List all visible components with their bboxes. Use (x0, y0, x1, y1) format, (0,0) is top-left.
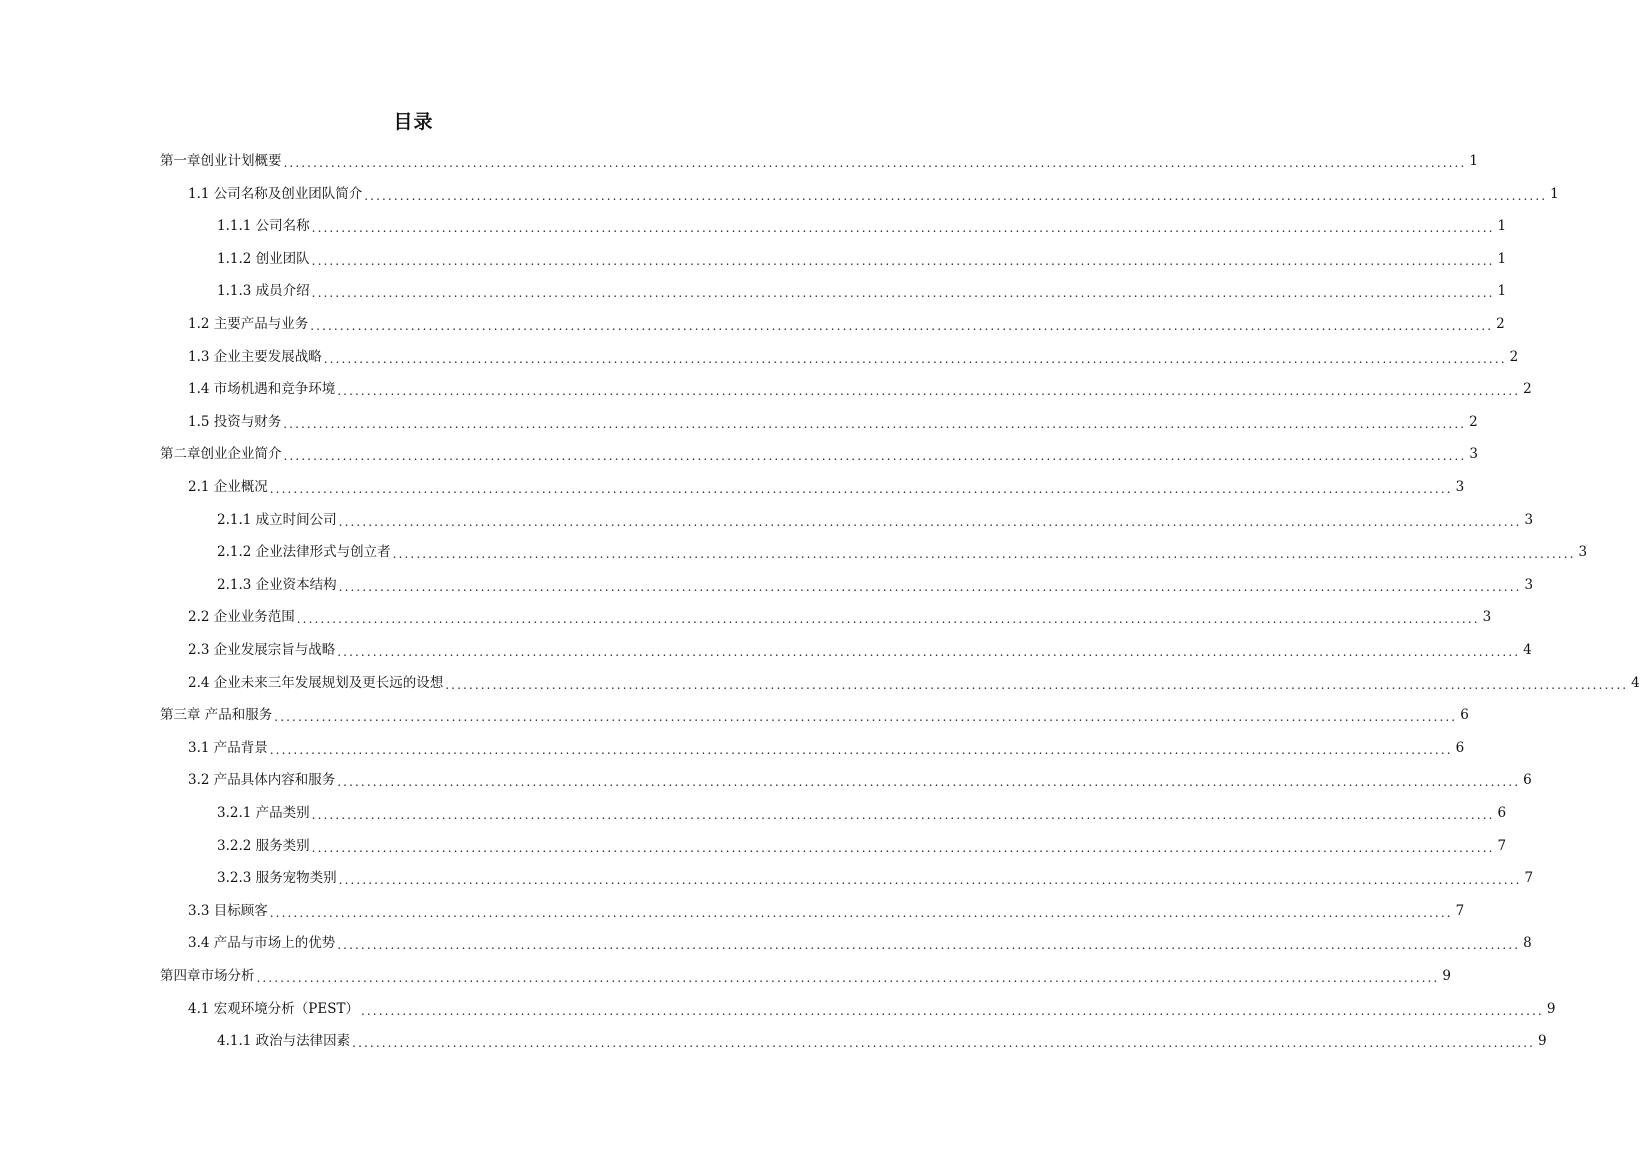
toc-entry-page-number: 4 (1631, 674, 1640, 691)
toc-entry-page-number: 2 (1469, 413, 1478, 430)
toc-entry-level-3[interactable] (217, 275, 1507, 307)
toc-entry-text: 3.2 产品具体内容和服务 (188, 772, 336, 789)
toc-entry-page-number: 8 (1523, 935, 1532, 952)
toc-dot-leader: ........................................................................................................................................................................................................ (311, 808, 1495, 822)
toc-entry-text: 4.1.1 政治与法律因素 (217, 1033, 351, 1050)
toc-entry-page-number: 1 (1497, 218, 1507, 235)
toc-entry-text: 第二章创业企业简介 (160, 446, 282, 463)
toc-entry-page-number: 3 (1524, 576, 1534, 593)
toc-dot-leader: ........................................................................................................................................................................................................ (311, 286, 1495, 301)
toc-dot-leader: ........................................................................................................................................................................................................ (337, 938, 1521, 953)
toc-entry-text: 第三章 产品和服务 (160, 707, 273, 724)
toc-dot-leader: ........................................................................................................................................................................................................ (338, 873, 1522, 888)
toc-entry-page-number: 3 (1524, 511, 1534, 528)
toc-dot-leader: ........................................................................................................................................................................................................ (269, 482, 1453, 496)
toc-entry-level-3[interactable] (217, 210, 1507, 242)
toc-entry-text: 1.5 投资与财务 (188, 413, 282, 430)
toc-entry-level-1[interactable] (160, 699, 1469, 731)
toc-entry-text: 1.1 公司名称及创业团队简介 (188, 185, 363, 202)
toc-entry-level-2[interactable] (188, 927, 1532, 959)
toc-entry-level-3[interactable] (217, 504, 1534, 536)
toc-entry-page-number: 9 (1546, 1000, 1556, 1017)
toc-entry-page-number: 2 (1523, 381, 1532, 398)
toc-dot-leader: ........................................................................................................................................................................................................ (337, 384, 1521, 399)
toc-dot-leader: ........................................................................................................................................................................................................ (352, 1036, 1536, 1051)
toc-entry-text: 2.1.2 企业法律形式与创立者 (217, 544, 391, 561)
toc-entry-level-2[interactable] (188, 634, 1532, 666)
toc-entry-text: 1.3 企业主要发展战略 (188, 348, 322, 365)
toc-entry-text: 2.1.1 成立时间公司 (217, 511, 337, 528)
toc-entry-page-number: 6 (1497, 805, 1507, 821)
toc-entry-level-3[interactable] (217, 243, 1507, 275)
toc-entry-level-3[interactable] (217, 830, 1507, 862)
toc-entry-page-number: 3 (1455, 479, 1465, 495)
toc-dot-leader: ........................................................................................................................................................................................................ (310, 319, 1494, 333)
toc-entry-text: 第四章市场分析 (160, 968, 255, 984)
toc-entry-level-2[interactable] (188, 308, 1505, 340)
toc-entry-text: 3.2.1 产品类别 (217, 805, 310, 821)
toc-entry-text: 第一章创业计划概要 (160, 153, 282, 169)
toc-entry-level-2[interactable] (188, 471, 1465, 503)
toc-entry-page-number: 1 (1497, 283, 1507, 300)
toc-entry-text: 2.1 企业概况 (188, 479, 268, 495)
toc-entry-level-2[interactable] (188, 373, 1532, 405)
toc-dot-leader: ........................................................................................................................................................................................................ (311, 221, 1495, 236)
toc-dot-leader: ........................................................................................................................................................................................................ (311, 840, 1495, 855)
toc-entry-level-2[interactable] (188, 601, 1492, 633)
toc-entry-level-2[interactable] (188, 993, 1556, 1025)
toc-entry-level-3[interactable] (217, 569, 1534, 601)
toc-dot-leader: ........................................................................................................................................................................................................ (364, 188, 1548, 203)
toc-entry-page-number: 9 (1538, 1033, 1547, 1050)
toc-dot-leader: ........................................................................................................................................................................................................ (445, 677, 1629, 692)
toc-dot-leader: ........................................................................................................................................................................................................ (256, 971, 1440, 985)
toc-entry-text: 4.1 宏观环境分析（PEST） (188, 1000, 359, 1017)
toc-dot-leader: ........................................................................................................................................................................................................ (283, 449, 1467, 464)
toc-entry-text: 1.1.1 公司名称 (217, 218, 310, 235)
toc-dot-leader: ........................................................................................................................................................................................................ (323, 351, 1507, 366)
toc-entry-text: 2.2 企业业务范围 (188, 609, 295, 626)
toc-entry-text: 2.4 企业未来三年发展规划及更长远的设想 (188, 674, 444, 691)
toc-entry-text: 3.1 产品背景 (188, 739, 268, 756)
toc-entry-level-3[interactable] (217, 862, 1534, 894)
toc-entry-page-number: 4 (1523, 642, 1532, 658)
toc-entry-text: 1.1.3 成员介绍 (217, 283, 310, 300)
toc-dot-leader: ........................................................................................................................................................................................................ (296, 612, 1480, 627)
toc-entry-page-number: 7 (1455, 902, 1465, 919)
toc-entry-text: 3.4 产品与市场上的优势 (188, 935, 336, 952)
toc-entry-page-number: 3 (1469, 446, 1478, 463)
toc-entry-text: 3.2.2 服务类别 (217, 837, 310, 854)
toc-entry-text: 1.2 主要产品与业务 (188, 316, 309, 332)
toc-entry-text: 3.2.3 服务宠物类别 (217, 870, 337, 887)
toc-entry-page-number: 1 (1550, 185, 1559, 202)
toc-entry-level-2[interactable] (188, 406, 1478, 438)
toc-entry-page-number: 3 (1482, 609, 1492, 626)
toc-entry-level-2[interactable] (188, 667, 1640, 699)
toc-entry-text: 1.4 市场机遇和竞争环境 (188, 381, 336, 398)
toc-entry-page-number: 2 (1509, 348, 1519, 365)
toc-entry-page-number: 7 (1497, 837, 1507, 854)
toc-entry-page-number: 1 (1469, 153, 1478, 169)
toc-dot-leader: ........................................................................................................................................................................................................ (269, 742, 1453, 757)
toc-entry-page-number: 9 (1442, 968, 1451, 984)
toc-dot-leader: ........................................................................................................................................................................................................ (337, 645, 1521, 659)
toc-entry-page-number: 3 (1578, 544, 1588, 561)
toc-dot-leader: ........................................................................................................................................................................................................ (269, 905, 1453, 920)
toc-entry-page-number: 6 (1523, 772, 1532, 789)
toc-entry-level-1[interactable] (160, 960, 1451, 992)
toc-entry-level-3[interactable] (217, 1025, 1547, 1057)
toc-entry-text: 2.1.3 企业资本结构 (217, 576, 337, 593)
toc-entry-page-number: 1 (1497, 250, 1507, 267)
toc-dot-leader: ........................................................................................................................................................................................................ (311, 253, 1495, 268)
toc-dot-leader: ........................................................................................................................................................................................................ (283, 416, 1467, 431)
toc-dot-leader: ........................................................................................................................................................................................................ (338, 514, 1522, 529)
toc-entry-page-number: 2 (1496, 316, 1505, 332)
toc-title: 目录 (393, 111, 434, 133)
toc-entry-level-3[interactable] (217, 536, 1588, 568)
toc-entry-level-2[interactable] (188, 764, 1532, 796)
toc-entry-level-1[interactable] (160, 438, 1478, 470)
toc-dot-leader: ........................................................................................................................................................................................................ (338, 579, 1522, 594)
toc-dot-leader: ........................................................................................................................................................................................................ (392, 547, 1576, 562)
toc-entry-text: 3.3 目标顾客 (188, 902, 268, 919)
toc-dot-leader: ........................................................................................................................................................................................................ (360, 1003, 1544, 1018)
toc-entry-text: 1.1.2 创业团队 (217, 250, 310, 267)
toc-entry-level-2[interactable] (188, 732, 1465, 764)
toc-entry-page-number: 7 (1524, 870, 1534, 887)
toc-entry-page-number: 6 (1460, 707, 1469, 724)
toc-entry-level-2[interactable] (188, 341, 1519, 373)
toc-entry-level-2[interactable] (188, 178, 1559, 210)
toc-entry-level-2[interactable] (188, 895, 1465, 927)
toc-dot-leader: ........................................................................................................................................................................................................ (283, 156, 1467, 170)
toc-dot-leader: ........................................................................................................................................................................................................ (274, 710, 1458, 725)
toc-entry-page-number: 6 (1455, 739, 1465, 756)
toc-entry-level-3[interactable] (217, 797, 1507, 829)
toc-entry-text: 2.3 企业发展宗旨与战略 (188, 642, 336, 658)
toc-entry-level-1[interactable] (160, 145, 1478, 177)
toc-dot-leader: ........................................................................................................................................................................................................ (337, 775, 1521, 790)
